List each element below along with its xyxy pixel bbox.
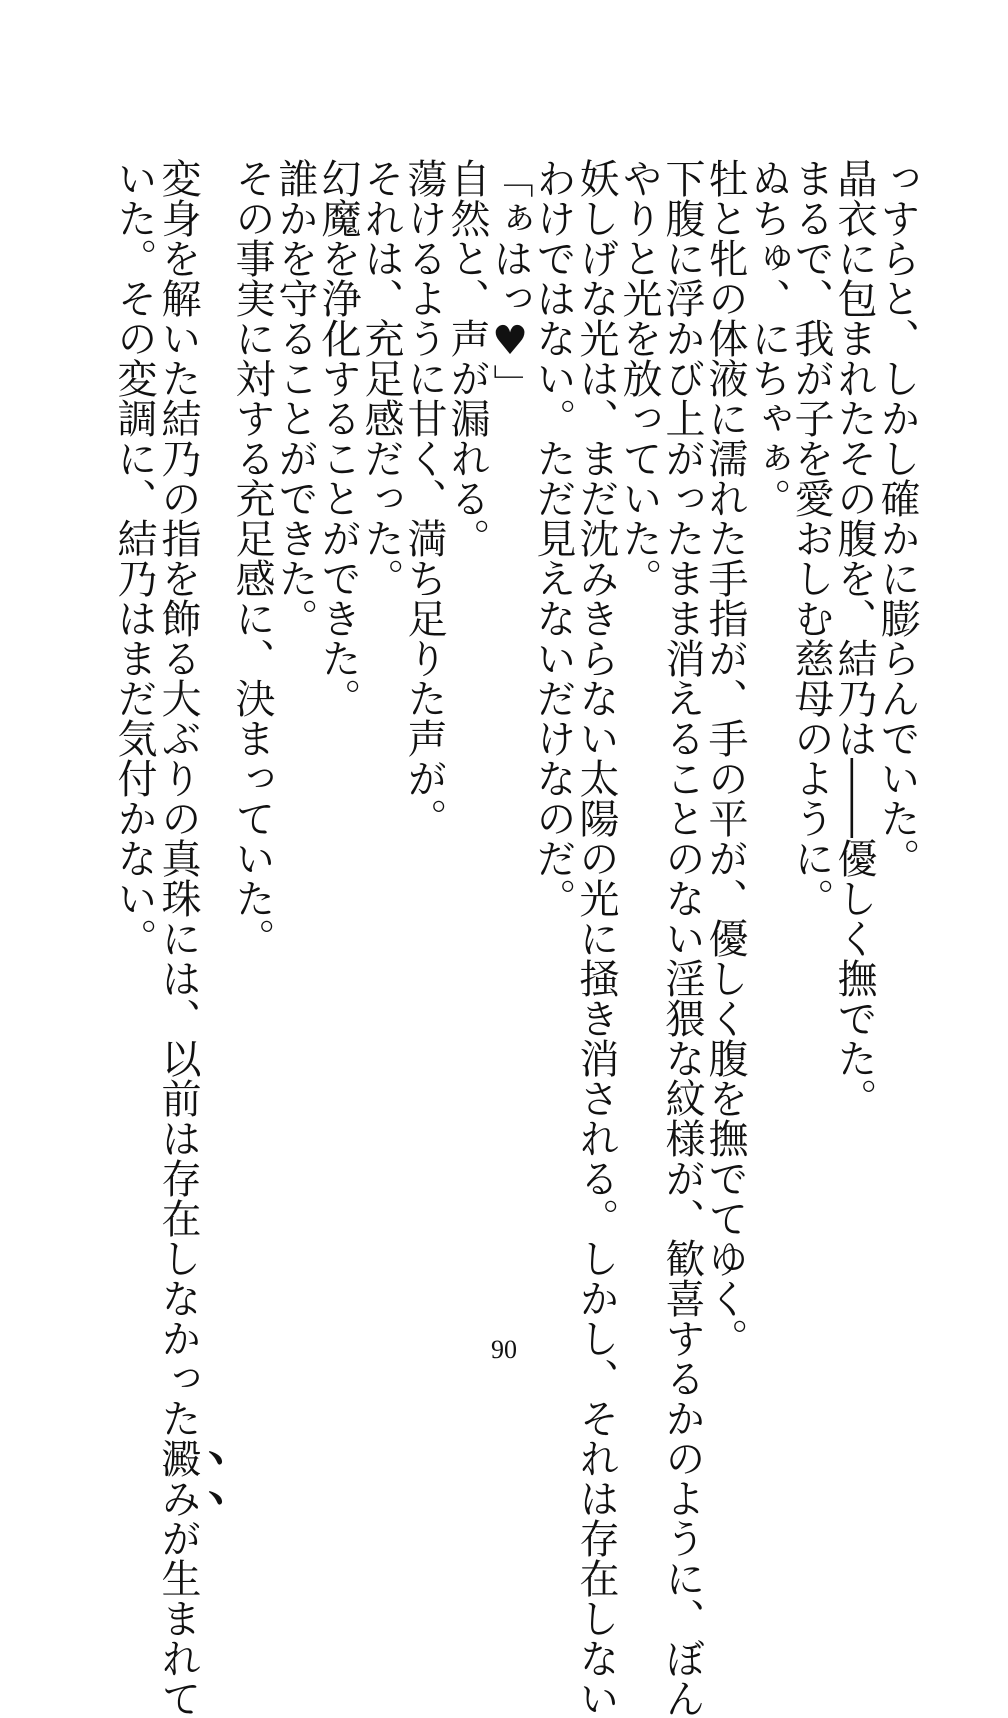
text-line: 自然と、声が漏れる。: [444, 158, 490, 558]
text-line: 幻魔を浄化することができた。: [315, 158, 361, 718]
text-line: っすらと、しかし確かに膨らんでいた。: [874, 158, 920, 878]
text-line: 晶衣に包まれたその腹を、結乃は――優しく撫でた。: [831, 158, 877, 1118]
emphasis-mark: 澱み: [155, 1438, 201, 1518]
text-line: それは、充足感だった。: [358, 158, 404, 598]
text-line: 妖しげな光は、まだ沈みきらない太陽の光に掻き消される。しかし、それは存在しない: [573, 158, 619, 1718]
text-line: まるで、我が子を愛おしむ慈母のように。: [788, 158, 834, 918]
text-line: 蕩けるように甘く、満ち足りた声が。: [401, 158, 447, 838]
text-line-emphasis: 変身を解いた結乃の指を飾る大ぶりの真珠には、以前は存在しなかった澱みが生まれて: [155, 158, 201, 1718]
text-line: 誰かを守ることができた。: [272, 158, 318, 638]
text-line: 下腹に浮かび上がったまま消えることのない淫猥な紋様が、歓喜するかのように、ぼん: [659, 158, 705, 1718]
text-line: ぬちゅ、にちゃぁ。: [745, 158, 791, 518]
text-line-dialogue: 「ぁはっ♥」: [487, 158, 533, 404]
text-line: わけではない。ただ見えないだけなのだ。: [530, 158, 576, 918]
text-line: やりと光を放っていた。: [616, 158, 662, 598]
page-number: 90: [491, 1335, 517, 1364]
text-line: 牡と牝の体液に濡れた手指が、手の平が、優しく腹を撫でてゆく。: [702, 158, 748, 1358]
text-line: その事実に対する充足感に、決まっていた。: [229, 158, 275, 958]
text-line: いた。その変調に、結乃はまだ気付かない。: [111, 158, 157, 958]
